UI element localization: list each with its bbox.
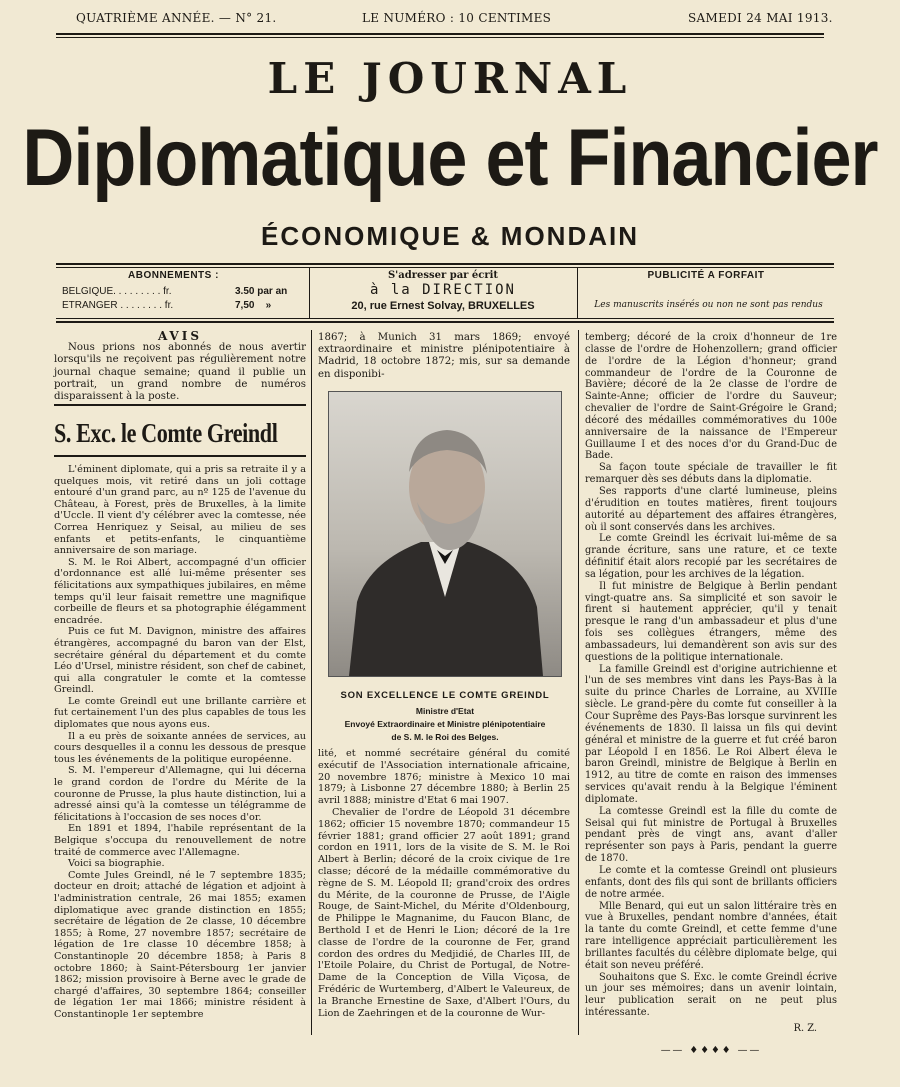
abonnement-etranger-value: 7,50 » xyxy=(235,300,272,311)
column-divider-1 xyxy=(311,330,312,1035)
caption-line4: de S. M. le Roi des Belges. xyxy=(391,732,499,742)
paragraph: S. M. l'empereur d'Allemagne, qui lui décerna le grand cordon de l'ordre du Mérite de la couronne de Prusse, la plus haute distinction, lui a adressé ainsi qu'à la comtesse un télégramme de félicitations à l'occasion de ses noces d'or. xyxy=(54,765,306,823)
paragraph: En 1891 et 1894, l'habile représentant de la Belgique s'occupa du renouvellement de notre traité de commerce avec l'Allemagne. xyxy=(54,823,306,858)
paragraph: Mlle Benard, qui eut un salon littéraire très en vue à Bruxelles, pendant nombre d'années, était la tante du comte Greindl, et cette femme d'une rare intelligence appréciait particulièrement les brillantes facultés du célèbre diplomate belge, qui était son neveu préféré. xyxy=(585,900,837,971)
article-column-2-top xyxy=(318,332,570,381)
abonnement-belgique-value: 3.50 par an xyxy=(235,286,288,297)
abonnement-etranger-label: ETRANGER . . . . . . . . fr. xyxy=(62,300,174,311)
paragraph: Souhaitons que S. Exc. le comte Greindl écrive un jour ses mémoires; dans un avenir lointain, leur publication serait on ne peut plus intéressante. xyxy=(585,971,837,1019)
headline-rule-top xyxy=(54,404,306,406)
paragraph: lité, et nommé secrétaire général du comité exécutif de l'Association internationale africaine, 20 novembre 1876; ministre à Mexico 10 mai 1879; à Lisbonne 27 décembre 1880; à Berlin 25 avril 1888; ministre d'Etat 6 mai 1907. xyxy=(318,748,570,807)
paragraph: 1867; à Munich 31 mars 1869; envoyé extraordinaire et ministre plénipotentiaire à Madrid, 18 octobre 1872; mis, sur sa demande en disponibi- xyxy=(318,332,570,380)
header-rule-top-thin xyxy=(56,267,834,268)
paragraph: Il fut ministre de Belgique à Berlin pendant vingt-quatre ans. Sa simplicité et son savoir le firent si hautement apprécier, qu'il y tenait presque le rang d'un ambassadeur et plus d'une fois ses collègues étrangers, même des ambassadeurs, lui demandèrent son avis sur des questions de la politique internationale. xyxy=(585,580,837,663)
direction-address: 20, rue Ernest Solvay, BRUXELLES xyxy=(351,300,535,312)
abonnements-title: ABONNEMENTS : xyxy=(128,270,219,281)
direction-line1: S'adresser par écrit xyxy=(387,270,499,281)
paragraph: Le comte et la comtesse Greindl ont plusieurs enfants, dont des fils qui sont de brillants officiers de notre armée. xyxy=(585,864,837,900)
column-divider-2 xyxy=(578,330,579,1035)
avis-text: Nous prions nos abonnés de nous avertir lorsqu'ils ne reçoivent pas régulièrement notre journal chaque semaine; quand il publie un portrait, un grand nombre de numéros disparaissent à la poste. xyxy=(54,342,306,403)
paragraph: La famille Greindl est d'origine autrichienne et l'un de ses membres vint dans les Pays-Bas à la suite du prince Charles de Lorraine, au XVIIIe siècle. Le grand-père du comte fut conseiller à la Cour Suprême des Pays-Bas lorsque survinrent les événements de 1830. Il laissa un fils qui devint général et ministre de la guerre et fut créé baron par Léopold I en 1856. Le Roi Albert éleva le baron Greindl, ministre de Belgique à Berlin en 1912, au titre de comte en raison des immenses services qu'avait rendu à la Belgique l'éminent diplomate. xyxy=(585,663,837,805)
abonnement-belgique-label: BELGIQUE. . . . . . . . . fr. xyxy=(62,286,172,297)
portrait-photo xyxy=(328,391,562,677)
header-rule-top xyxy=(56,263,834,265)
caption-line2: Ministre d'Etat xyxy=(415,706,475,716)
newspaper-title: Diplomatique et Financier xyxy=(22,113,878,203)
headline-rule-bottom xyxy=(54,455,306,457)
article-headline: S. Exc. le Comte Greindl xyxy=(54,418,278,448)
paragraph: Comte Jules Greindl, né le 7 septembre 1835; docteur en droit; attaché de légation et adjoint à l'administration centrale, 26 mai 1855; examen diplomatique avec grande distinction en 1855; secrétaire de légation de 2e classe, 10 décembre 1855; à Rome, 27 novembre 1857; secrétaire de légation de 1re classe 10 décembre 1858; à Constantinople 20 décembre 1858; à Paris 8 octobre 1860; à Saint-Pétersbourg 1er janvier 1862; mission provisoire à Berne avec le grade de chargé d'affaires, 30 septembre 1864; conseiller de légation 1er mai 1866; ministre résident à Constantinople 1er septembre xyxy=(54,869,306,1020)
paragraph: Ses rapports d'une clarté lumineuse, pleins d'érudition en toutes matières, firent toujours autorité au département des affaires étrangères, où il sont conservés dans les archives. xyxy=(585,485,837,533)
portrait-figure xyxy=(329,392,561,676)
article-column-2-bottom xyxy=(318,748,570,1019)
header-rule-bottom-thin xyxy=(56,318,834,319)
paragraph: Voici sa biographie. xyxy=(68,858,165,870)
header-divider-1 xyxy=(309,268,310,318)
paragraph: Sa façon toute spéciale de travailler le fit remarquer dès ses débuts dans la diplomatie. xyxy=(585,462,837,486)
caption-line3: Envoyé Extraordinaire et Ministre plénipotentiaire xyxy=(344,719,546,729)
paragraph: Chevalier de l'ordre de Léopold 31 décembre 1862; officier 15 novembre 1870; commandeur 15 février 1881; grand officier 27 août 1891; grand cordon en 1911, lors de la visite de S. M. le Roi Albert à Berlin; décoré de la croix civique de 1re classe; décoré de la médaille commémorative du règne de S. M. Léopold II; grand'croix des ordres du Mérite, de la couronne de Prusse, de l'Aigle Rouge, de Saint-Michel, du Mérite d'Oldenbourg, de Philippe le Magnanime, du Faucon Blanc, de Berthold I et de Henri le Lion; décoré de la 1re classe de l'ordre de la couronne de Fer, grand cordon des ordres du Medjidié, de Charles III, de l'Etoile Polaire, du Christ de Portugal, de Notre-Dame de la Conception de Villa Viçosa, de Frédéric de Wurtemberg, d'Albert le Valeureux, de la Branche Ernestine de Saxe, d'Albert l'Ours, du Lion de Zaehringen et de la couronne de Wur- xyxy=(318,806,570,1019)
publicite-title: PUBLICITÉ A FORFAIT xyxy=(647,270,765,281)
journal-title: LE JOURNAL xyxy=(267,54,633,103)
article-signature: R. Z. xyxy=(793,1022,817,1034)
date-label: SAMEDI 24 MAI 1913. xyxy=(688,11,833,25)
edition-label: QUATRIÈME ANNÉE. — N° 21. xyxy=(76,11,277,25)
top-rule-thin xyxy=(56,37,824,38)
paragraph: Il a eu près de soixante années de services, au cours desquelles il a connu les dessous de presque tous les événements de la politique européenne. xyxy=(54,730,306,765)
paragraph: Le comte Greindl les écrivait lui-même de sa grande écriture, sans une rature, et ce texte définitif était alors recopié par les secrétaires de sa légation, pour les archives de la légation. xyxy=(585,533,837,580)
publicite-note: Les manuscrits insérés ou non ne sont pas rendus xyxy=(594,300,823,310)
end-ornament: —— ♦♦♦♦ —— xyxy=(660,1044,762,1056)
paragraph: L'éminent diplomate, qui a pris sa retraite il y a quelques mois, vit retiré dans un joli cottage entouré d'un grand parc, au nº 125 de l'avenue du Château, à Forest, près de Bruxelles, à la limite d'Uccle. Il vient d'y célébrer avec la comtesse, née Correa Henriquez y Seisal, au milieu de ses enfants et petits-enfants, le cinquantième anniversaire de son mariage. xyxy=(54,464,306,557)
direction-line2: à la DIRECTION xyxy=(369,282,516,298)
article-column-1 xyxy=(54,464,306,1021)
article-column-3 xyxy=(585,332,837,1057)
paragraph: La comtesse Greindl est la fille du comte de Seisal qui fut ministre de Portugal à Bruxelles pendant près de vingt ans, avant d'aller représenter son pays à Paris, pendant la guerre de 1870. xyxy=(585,805,837,865)
caption-name: SON EXCELLENCE LE COMTE GREINDL xyxy=(340,690,550,701)
top-rule xyxy=(56,33,824,35)
paragraph: temberg; décoré de la croix d'honneur de 1re classe de l'ordre de Hohenzollern; grand officier de l'ordre de la Légion d'honneur; grand commandeur de l'ordre de la Couronne de Bavière; décoré de la 2e classe de l'ordre de Sainte-Anne; officier de l'ordre du Sauveur; chevalier de l'ordre de Saint-Grégoire le Grand; décoré des médailles commémoratives du 100e anniversaire de la naissance de l'Empereur Guillaume I et des noces d'or du Grand-Duc de Bade. xyxy=(585,332,837,462)
price-label: LE NUMÉRO : 10 CENTIMES xyxy=(362,11,552,25)
header-rule-bottom xyxy=(56,321,834,323)
paragraph: Le comte Greindl eut une brillante carrière et fut certainement l'un des plus capables de tous les diplomates que nous ayons eus. xyxy=(54,695,306,731)
newspaper-subtitle: ÉCONOMIQUE & MONDAIN xyxy=(261,221,639,251)
avis-box xyxy=(54,330,306,403)
paragraph: S. M. le Roi Albert, accompagné d'un officier d'ordonnance est allé lui-même présenter ses félicitations aux sympathiques jubilaires, en même temps qu'il leur faisait remettre une magnifique corbeille de fleurs et sa photographie élégamment encadrée. xyxy=(54,556,306,626)
avis-title: AVIS xyxy=(157,329,203,343)
header-divider-2 xyxy=(577,268,578,318)
paragraph: Puis ce fut M. Davignon, ministre des affaires étrangères, accompagné du baron van der Elst, secrétaire général du département et du comte Léo d'Ursel, ministre résident, son chef de cabinet, qui alla congratuler le comte et la comtesse Greindl. xyxy=(54,626,306,696)
